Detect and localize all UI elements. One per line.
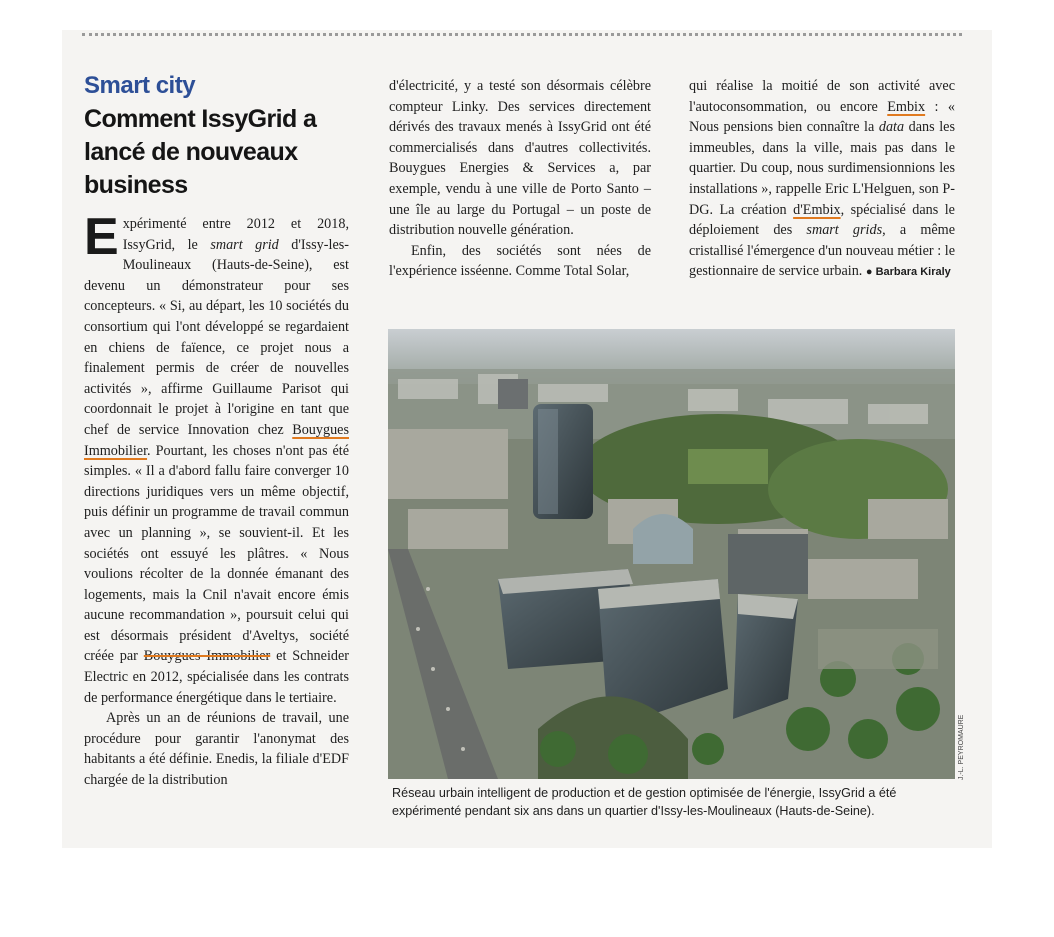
strike-bouygues: Bouygues Immobilier <box>143 648 271 665</box>
highlight-bouygues: Bouygues Immobilier <box>84 421 349 459</box>
photo-credit: J.-L. PEYROMAURE <box>958 714 965 780</box>
photo-caption: Réseau urbain intelligent de production et de gestion optimisée de l'énergie, IssyGrid a été expérimenté pendant six ans dans un quartier d'Issy-les-Moulineaux (Hauts-de-Seine). <box>392 786 897 818</box>
drop-cap: E <box>84 208 119 266</box>
aerial-city-photo <box>388 329 955 779</box>
section-kicker: Smart city <box>84 72 196 99</box>
highlight-embix-2: d'Embix <box>793 201 841 218</box>
text-column-2 <box>389 76 651 282</box>
highlight-embix: Embix <box>887 98 926 115</box>
paragraph-2: Après un an de réunions de travail, une procédure pour garantir l'anonymat des habitants a été définie. Enedis, la filiale d'EDF chargée de la distribution <box>84 710 349 789</box>
aerial-photo-illustration <box>388 329 955 779</box>
paragraph-1: Expérimenté entre 2012 et 2018, IssyGrid, le smart grid d'Issy-les-Moulineaux (Hauts-de-Seine), est devenu un démonstrateur pour ses concepteurs. « Si, au départ, les 10 sociétés du consortium qui l'ont développé se regardaient en chiens de faïence, ce projet nous a finalement permis de créer de nouvelles activités », affirme Guillaume Parisot qui coordonnait le projet à l'origine en tant que chef de service Innovation chez Bouygues Immobilier. Pourtant, les choses n'ont pas été simples. « Il a d'abord fallu faire converger 10 directions juridiques vers un même objectif, puis définir un programme de travail commun avec un planning », se souvient-il. Et les sociétés ont essuyé les plâtres. « Nous voulions récolter de la donnée émanant des logements, mais la Cnil n'avait encore émis aucune recommandation », poursuit celui qui est désormais président d'Aveltys, société créée par Bouygues Immobilier et Schneider Electric en 2012, spécialisée dans les contrats de performance énergétique dans le tertiaire. <box>84 208 349 706</box>
top-dotted-rule <box>82 33 962 36</box>
emphasis: smart grid <box>210 236 279 253</box>
text-column-3 <box>689 76 955 283</box>
paragraph-5: qui réalise la moitié de son activité avec l'autoconsommation, ou encore Embix : « Nous pensions bien connaître la data dans les immeubles, dans la ville, mais pas dans le quartier. Du coup, nous surdimensionnions les installations », rappelle Eric L'Helguen, son P-DG. La création d'Embix, spécialisé dans le déploiement des smart grids, a même cristallisé l'émergence d'un nouveau métier : le gestionnaire de service urbain. ● Barbara Kiraly <box>689 78 955 280</box>
paragraph-3: d'électricité, y a testé son désormais célèbre compteur Linky. Des services directement dérivés des travaux menés à IssyGrid ont été commercialisés dans d'autres collectivités. Bouygues Energies & Services a, par exemple, vendu à une ville de Porto Santo – une île au large du Portugal – un poste de distribution nouvelle génération. <box>389 78 651 239</box>
text-column-1 <box>84 208 349 791</box>
article-headline: Comment IssyGrid a lancé de nouveaux business <box>84 105 317 199</box>
author-signature: ● Barbara Kiraly <box>865 266 951 279</box>
paragraph-4: Enfin, des sociétés sont nées de l'expérience isséenne. Comme Total Solar, <box>389 242 651 280</box>
emphasis: smart grids <box>806 222 883 239</box>
emphasis: data <box>878 119 905 136</box>
